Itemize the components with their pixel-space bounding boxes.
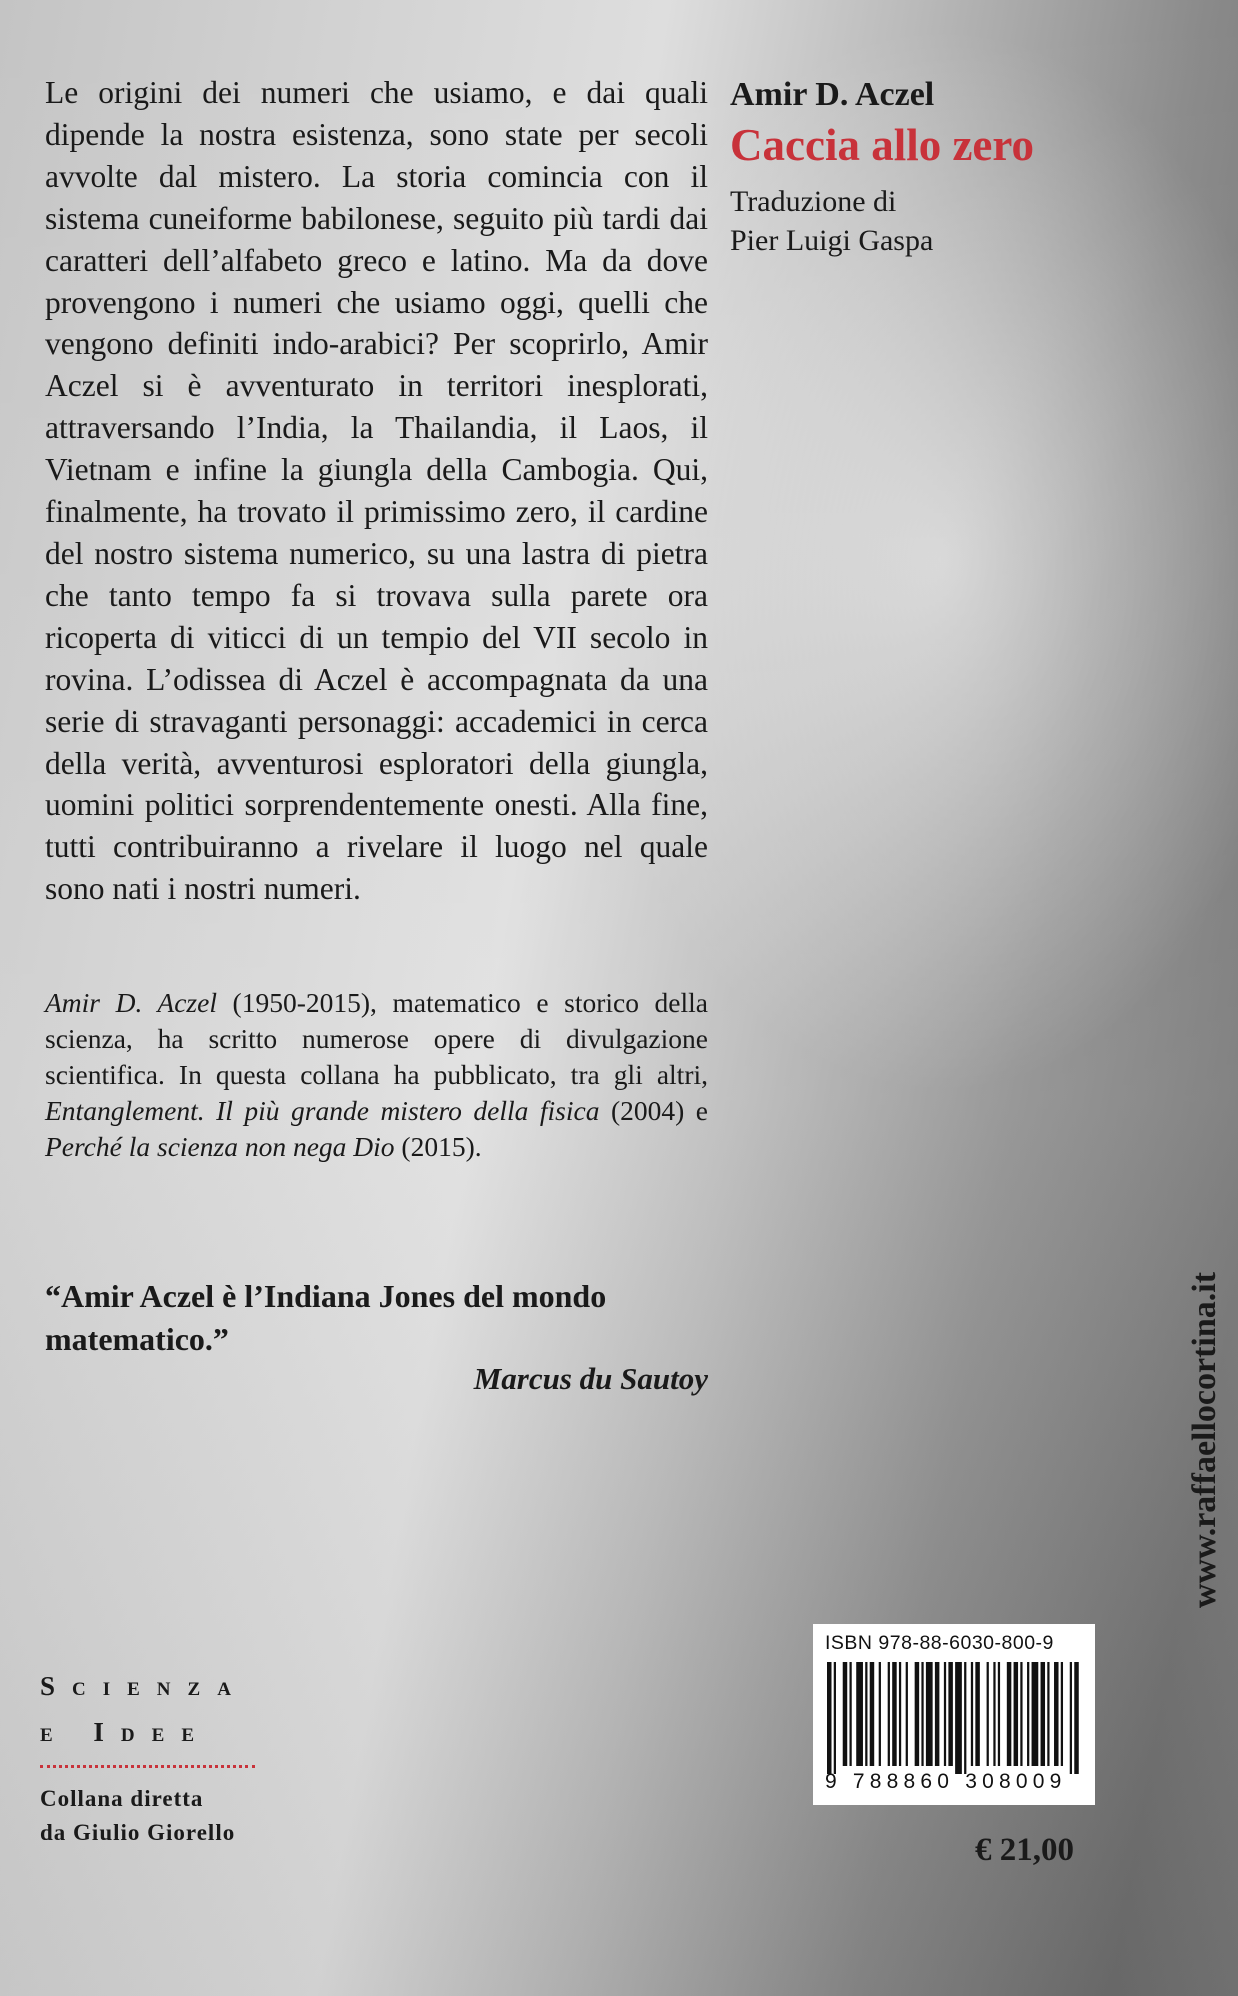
barcode-bar <box>827 1662 832 1774</box>
bio-book-1: Entanglement. Il più grande mistero della fisica <box>45 1095 600 1126</box>
author-bio <box>45 985 708 1165</box>
translator-credit <box>730 182 1110 260</box>
barcode-bar <box>843 1662 848 1766</box>
bio-text-2: (2004) e <box>599 1095 708 1126</box>
barcode-bar <box>1047 1662 1049 1766</box>
barcode-bar <box>948 1662 953 1766</box>
barcode-label <box>813 1624 1095 1805</box>
barcode-bar <box>935 1662 940 1766</box>
barcode-bar <box>870 1662 875 1766</box>
barcode-bar <box>888 1662 890 1766</box>
barcode-bar <box>964 1662 966 1774</box>
barcode-bar <box>879 1662 881 1766</box>
barcode-bar <box>1020 1662 1022 1766</box>
barcode-bar <box>834 1662 836 1774</box>
barcode-bar <box>971 1662 973 1766</box>
barcode-bar <box>915 1662 920 1766</box>
barcode-bar <box>1032 1662 1039 1766</box>
barcode-bar <box>1054 1662 1059 1766</box>
book-description <box>45 72 708 910</box>
dotted-divider <box>40 1765 255 1768</box>
bio-text-1: (1950-2015), matematico e storico della scienza, ha scritto numerose opere di divulgazione scientifica. In questa collana ha pubblicato, tra gli altri, <box>45 987 708 1090</box>
barcode-bar <box>1061 1662 1063 1766</box>
barcode-digits: 9 788860 308009 <box>825 1770 1067 1793</box>
barcode-bar <box>926 1662 933 1766</box>
quote-text: “Amir Aczel è l’Indiana Jones del mondo matematico.” <box>45 1278 607 1357</box>
review-quote <box>45 1275 708 1399</box>
barcode-bar <box>856 1662 863 1766</box>
series-name-line-1: Scienza <box>40 1671 248 1701</box>
barcode-bar <box>1041 1662 1046 1766</box>
book-title: Caccia allo zero <box>730 120 1035 170</box>
series-block <box>40 1663 260 1850</box>
barcode-bars <box>827 1662 1081 1774</box>
isbn-number: ISBN 978-88-6030-800-9 <box>825 1632 1054 1654</box>
quote-author: Marcus du Sautoy <box>473 1361 708 1396</box>
author-name: Amir D. Aczel <box>730 76 935 113</box>
price-label: € 21,00 <box>975 1832 1074 1868</box>
barcode-bar <box>944 1662 946 1766</box>
series-director-line-1: Collana diretta <box>40 1786 204 1811</box>
barcode-bar <box>975 1662 980 1766</box>
barcode-bar <box>865 1662 867 1766</box>
barcode-bar <box>1007 1662 1012 1766</box>
barcode-bar <box>892 1662 897 1766</box>
barcode-bar <box>1074 1662 1079 1774</box>
bio-text-3: (2015). <box>394 1131 482 1162</box>
series-name-line-2: e Idee <box>40 1717 211 1747</box>
barcode-bar <box>849 1662 851 1766</box>
website-text: www.raffaellocortina.it <box>1186 1271 1223 1609</box>
barcode-bar <box>1014 1662 1019 1766</box>
series-director <box>40 1782 260 1850</box>
description-text: Le origini dei numeri che usiamo, e dai quali dipende la nostra esistenza, sono state per secoli avvolte dal mistero. La storia comincia con il sistema cuneiforme babilonese, seguito più tardi dai caratteri dell’alfabeto greco e latino. Ma da dove provengono i numeri che usiamo oggi, quelli che vengono definiti indo-arabici? Per scoprirlo, Amir Aczel si è avventurato in territori inesplorati, attraversando l’India, la Thailandia, il Laos, il Vietnam e infine la giungla della Cambogia. Qui, finalmente, ha trovato il primissimo zero, il cardine del nostro sistema numerico, su una lastra di pietra che tanto tempo fa si trovava sulla parete ora ricoperta di viticci di un tempio del VII secolo in rovina. L’odissea di Aczel è accompagnata da una serie di stravaganti personaggi: accademici in cerca della verità, avventurosi esploratori della giungla, uomini politici sorprendentemente onesti. Alla fine, tutti contribuiranno a rivelare il luogo nel quale sono nati i nostri numeri. <box>45 75 708 907</box>
bio-author-name: Amir D. Aczel <box>45 987 217 1018</box>
series-director-line-2: da Giulio Giorello <box>40 1820 236 1845</box>
barcode-bar <box>987 1662 989 1766</box>
barcode-bar <box>998 1662 1000 1766</box>
translation-label: Traduzione di <box>730 185 897 218</box>
barcode-bar <box>899 1662 901 1766</box>
book-header <box>730 74 1110 260</box>
barcode-bar <box>1070 1662 1072 1774</box>
barcode-bar <box>993 1662 995 1766</box>
barcode-bar <box>906 1662 908 1766</box>
translator-name: Pier Luigi Gaspa <box>730 224 934 257</box>
barcode-bar <box>1027 1662 1029 1766</box>
barcode-bar <box>955 1662 962 1774</box>
bio-book-2: Perché la scienza non nega Dio <box>45 1131 395 1162</box>
barcode-bar <box>921 1662 923 1766</box>
